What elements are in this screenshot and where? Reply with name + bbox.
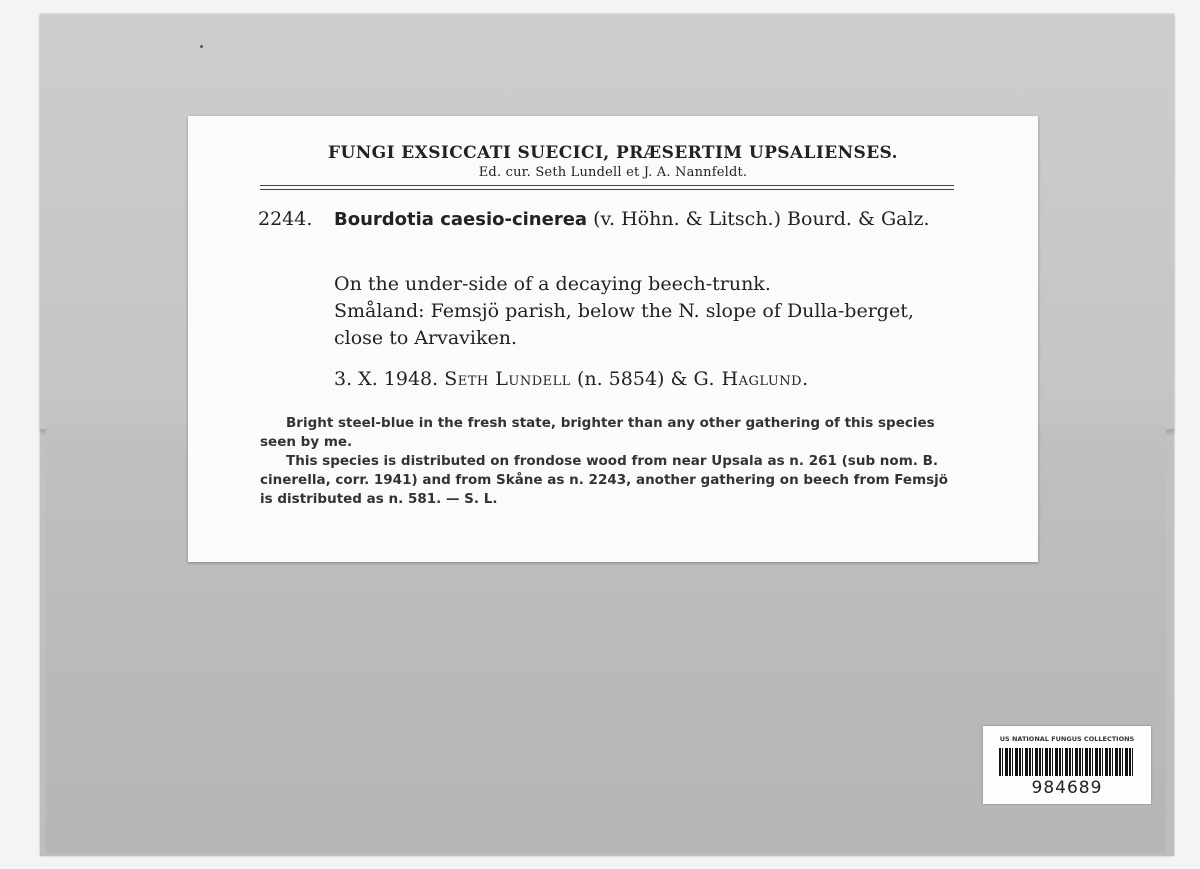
specimen-label <box>188 116 1038 562</box>
species-authority: (v. Höhn. & Litsch.) Bourd. & Galz. <box>593 208 930 230</box>
collection-line <box>334 368 964 390</box>
note-color: Bright steel-blue in the fresh state, brighter than any other gathering of this species seen by me. <box>260 415 935 450</box>
collection-details <box>334 271 964 352</box>
note-distribution: This species is distributed on frondose wood from near Upsala as n. 261 (sub nom. B. cinerella, corr. 1941) and from Skåne as n. 2243, another gathering on beech from Femsjö is distributed as n. 581. — S. L. <box>260 453 949 507</box>
collection-date: 3. X. 1948. <box>334 368 439 390</box>
barcode-number: 984689 <box>1031 778 1103 798</box>
specimen-number: 2244. <box>258 208 313 230</box>
collector-ampersand: & <box>670 368 688 390</box>
label-series-title: FUNGI EXSICCATI SUECICI, PRÆSERTIM UPSALIENSES. <box>328 143 898 163</box>
locality-text: Småland: Femsjö parish, below the N. slope of Dulla-berget, close to Arvaviken. <box>334 300 914 349</box>
speck <box>200 45 203 48</box>
collector-primary: Seth Lundell <box>444 368 571 390</box>
label-notes <box>260 414 960 509</box>
label-editors: Ed. cur. Seth Lundell et J. A. Nannfeldt. <box>478 165 748 180</box>
barcode-label <box>983 726 1151 804</box>
species-line <box>334 206 958 233</box>
collector-secondary: G. Haglund. <box>693 368 809 390</box>
barcode-bars <box>999 748 1135 776</box>
label-divider <box>260 185 954 190</box>
habitat-text: On the under-side of a decaying beech-trunk. <box>334 273 771 295</box>
collector-number: (n. 5854) <box>576 368 665 390</box>
species-name: Bourdotia caesio-cinerea <box>334 209 588 230</box>
barcode-institution: US NATIONAL FUNGUS COLLECTIONS <box>999 735 1135 743</box>
